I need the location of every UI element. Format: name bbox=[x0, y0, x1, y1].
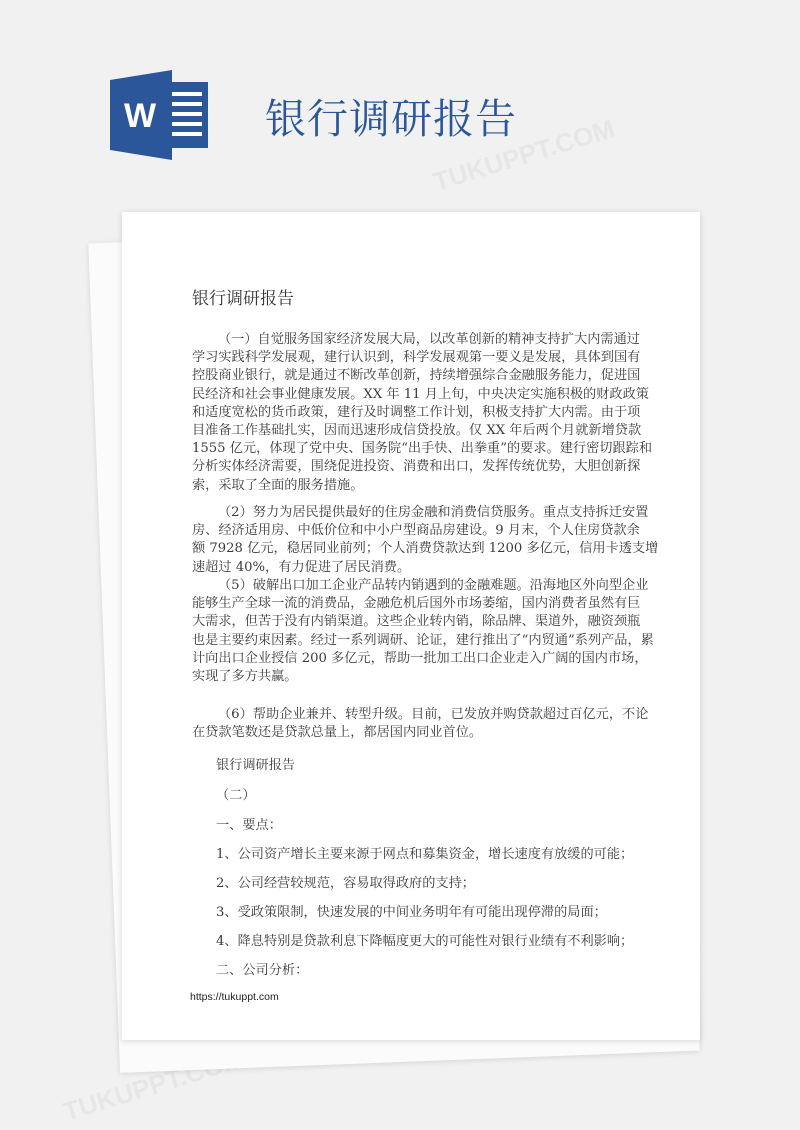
paragraph-2 bbox=[192, 504, 659, 577]
paragraph-line: 分析实体经济需要，围绕促进投资、消费和出口，发挥传统优势，大胆创新探 bbox=[192, 459, 641, 475]
paragraph-line: 民经济和社会事业健康发展。XX 年 11 月上旬，中央决定实施积极的财政政策 bbox=[192, 386, 649, 402]
paragraph-line: 也是主要约束因素。经过一系列调研、论证，建行推出了“内贸通”系列产品，累 bbox=[192, 632, 654, 648]
paragraph-6 bbox=[192, 706, 649, 742]
heading-company-analysis: 二、公司分析： bbox=[216, 963, 309, 978]
document-title: 银行调研报告 bbox=[192, 289, 294, 309]
paragraph-line: 在贷款笔数还是贷款总量上，都居国内同业首位。 bbox=[192, 725, 483, 741]
paragraph-line: 索，采取了全面的服务措施。 bbox=[192, 477, 364, 493]
paragraph-line: 大需求，但苦于没有内销渠道。这些企业转内销，除品牌、渠道外，融资颈瓶 bbox=[192, 614, 641, 630]
paragraph-line: 1555 亿元，体现了党中央、国务院“出手快、出拳重”的要求。建行密切跟踪和 bbox=[192, 441, 653, 457]
heading-key-points: 一、要点： bbox=[216, 818, 282, 833]
footer-url[interactable]: https://tukuppt.com bbox=[190, 991, 279, 1003]
paragraph-5 bbox=[192, 577, 654, 686]
list-item: 3、受政策限制，快速发展的中间业务明年有可能出现停滞的局面； bbox=[216, 905, 607, 920]
paragraph-line: 控股商业银行，就是通过不断改革创新，持续增强综合金融服务能力，促进国 bbox=[192, 368, 641, 384]
list-item: 4、降息特别是贷款利息下降幅度更大的可能性对银行业绩有不利影响； bbox=[216, 934, 634, 949]
paragraph-line: （2）努力为居民提供最好的住房金融和消费信贷服务。重点支持拆迁安置 bbox=[218, 505, 649, 520]
paragraph-line: 目准备工作基础扎实，因而迅速形成信贷投放。仅 XX 年后两个月就新增贷款 bbox=[192, 423, 642, 439]
list-item: 2、公司经营较规范，容易取得政府的支持； bbox=[216, 876, 475, 891]
paragraph-line: 能够生产全球一流的消费品，金融危机后国外市场萎缩，国内消费者虽然有巨 bbox=[192, 596, 641, 612]
section-number: （二） bbox=[216, 788, 256, 803]
header-title: 银行调研报告 bbox=[265, 95, 517, 143]
paragraph-line: 计向出口企业授信 200 多亿元，帮助一批加工出口企业走入广阔的国内市场， bbox=[192, 650, 648, 666]
paragraph-line: 学习实践科学发展观，建行认识到，科学发展观第一要义是发展，具体到国有 bbox=[192, 350, 641, 366]
paragraph-line: 和适度宽松的货币政策，建行及时调整工作计划，积极支持扩大内需。由于项 bbox=[192, 404, 641, 420]
svg-text:W: W bbox=[123, 97, 157, 135]
list-item: 1、公司资产增长主要来源于网点和募集资金，增长速度有放缓的可能； bbox=[216, 847, 634, 862]
paragraph-line: 房、经济适用房、中低价位和中小户型商品房建设。9 月末，个人住房贷款余 bbox=[192, 523, 640, 539]
paragraph-line: （5）破解出口加工企业产品转内销遇到的金融难题。沿海地区外向型企业 bbox=[218, 578, 649, 593]
paragraph-line: 额 7928 亿元，稳居同业前列；个人消费贷款达到 1200 多亿元，信用卡透支增 bbox=[192, 541, 659, 557]
paragraph-line: （6）帮助企业兼并、转型升级。目前，已发放并购贷款超过百亿元，不论 bbox=[218, 707, 649, 722]
word-logo-icon bbox=[110, 70, 210, 160]
paragraph-line: 实现了多方共赢。 bbox=[192, 669, 298, 685]
paragraph-line: 速超过 40%，有力促进了居民消费。 bbox=[192, 559, 411, 575]
paragraph-1 bbox=[192, 331, 653, 495]
paragraph-line: （一）自觉服务国家经济发展大局，以改革创新的精神支持扩大内需通过 bbox=[218, 332, 640, 347]
section-title: 银行调研报告 bbox=[216, 758, 296, 773]
